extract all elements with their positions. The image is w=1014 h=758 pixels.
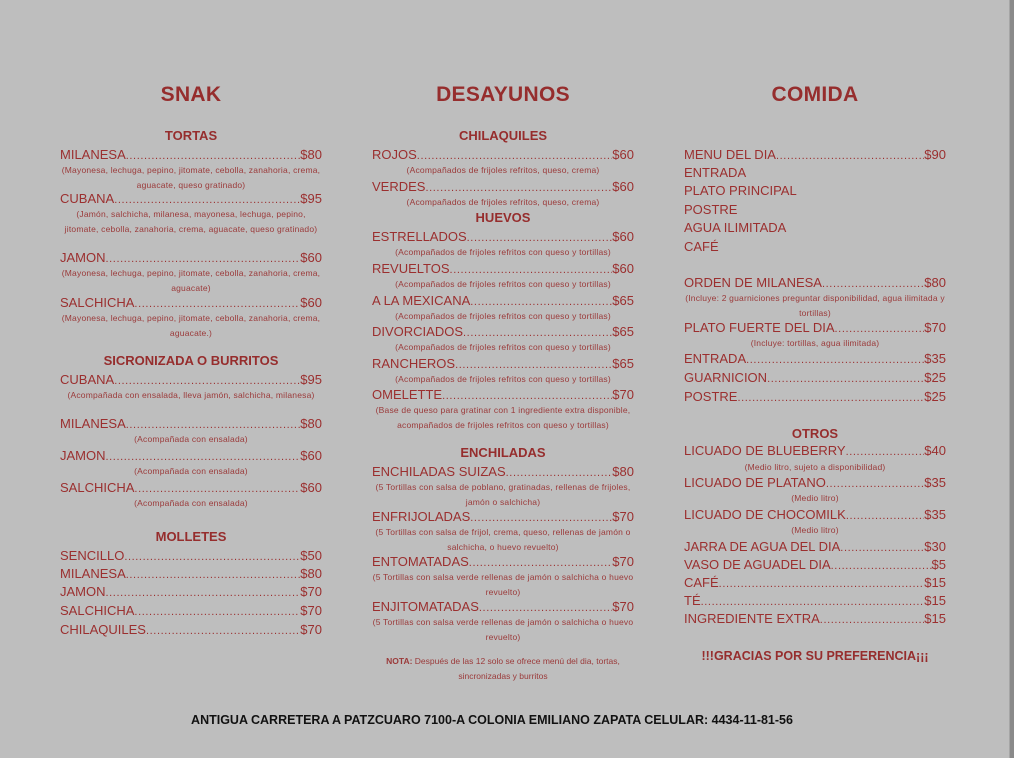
nota-label: NOTA: <box>386 656 413 666</box>
menu-item: SALCHICHA ..... $60 <box>60 294 322 311</box>
menu-item: JAMON ..... $60 <box>60 447 322 464</box>
section-heading-tortas: TORTAS <box>164 128 218 143</box>
item-description: (5 Tortillas con salsa de frijol, crema, queso, rellenas de jamón o salchicha, o huevo revuelto) <box>375 527 631 552</box>
item-description: (Acompañados de frijoles refritos con queso y tortillas) <box>395 311 611 321</box>
item-description: (Incluye: 2 guarniciones preguntar disponibilidad, agua ilimitada y tortillas) <box>685 293 945 318</box>
item-description: (Acompañada con ensalada) <box>134 434 248 444</box>
item-description: (Mayonesa, lechuga, pepino, jitomate, cebolla, zanahoria, crema, aguacate.) <box>61 313 321 338</box>
menu-item: A LA MEXICANA ..... $65 <box>372 292 634 309</box>
item-description: (Acompañados de frijoles refritos con queso y tortillas) <box>395 247 611 257</box>
menu-item: VERDES ..... $60 <box>372 178 634 195</box>
menu-item: LICUADO DE BLUEBERRY ..... $40 <box>684 442 946 459</box>
menu-item: SENCILLO ..... $50 <box>60 547 322 564</box>
menu-include: PLATO PRINCIPAL <box>684 183 797 198</box>
item-description: (Medio litro) <box>791 493 839 503</box>
menu-item: ENTRADA ..... $35 <box>684 350 946 367</box>
menu-include: ENTRADA <box>684 165 747 180</box>
item-description: (Mayonesa, lechuga, pepino, jitomate, cebolla, zanahoria, crema, aguacate, queso gratinado) <box>61 165 321 190</box>
item-description: (Acompañados de frijoles refritos con queso y tortillas) <box>395 374 611 384</box>
item-description: (5 Tortillas con salsa verde rellenas de jamón o salchicha o huevo revuelto) <box>372 617 634 642</box>
item-description: (Medio litro) <box>791 525 839 535</box>
menu-item: SALCHICHA ..... $70 <box>60 602 322 619</box>
item-description: (Acompañados de frijoles refritos con queso y tortillas) <box>395 279 611 289</box>
item-description: (Mayonesa, lechuga, pepino, jitomate, cebolla, zanahoria, crema, aguacate) <box>61 268 321 293</box>
menu-item: JAMON ..... $60 <box>60 249 322 266</box>
menu-item: CUBANA ..... $95 <box>60 190 322 207</box>
item-description: (5 Tortillas con salsa de poblano, gratinadas, rellenas de frijoles, jamón o salchicha) <box>375 482 631 507</box>
menu-item: ROJOS ..... $60 <box>372 146 634 163</box>
menu-item: MILANESA ..... $80 <box>60 146 322 163</box>
section-heading-sincronizada: SICRONIZADA O BURRITOS <box>103 353 279 368</box>
menu-item: ENTOMATADAS ..... $70 <box>372 553 634 570</box>
item-description: (Acompañada con ensalada) <box>134 466 248 476</box>
menu-item: CHILAQUILES ..... $70 <box>60 621 322 638</box>
menu-item: JAMON ..... $70 <box>60 583 322 600</box>
item-description: (Acompañada con ensalada) <box>134 498 248 508</box>
footer-address: ANTIGUA CARRETERA A PATZCUARO 7100-A COLONIA EMILIANO ZAPATA CELULAR: 4434-11-81-56 <box>191 713 793 727</box>
item-description: (Incluye: tortillas, agua ilimitada) <box>750 338 880 348</box>
menu-include: POSTRE <box>684 202 738 217</box>
menu-item: LICUADO DE CHOCOMILK ..... $35 <box>684 506 946 523</box>
thanks-message: !!!GRACIAS POR SU PREFERENCIA¡¡¡ <box>701 649 929 663</box>
section-heading-otros: OTROS <box>791 426 839 441</box>
menu-item: PLATO FUERTE DEL DIA ..... $70 <box>684 319 946 336</box>
menu-item-menu-del-dia: MENU DEL DIA ..... $90 <box>684 146 946 163</box>
menu-item: RANCHEROS ..... $65 <box>372 355 634 372</box>
menu-item: OMELETTE ..... $70 <box>372 386 634 403</box>
menu-item: ENCHILADAS SUIZAS ..... $80 <box>372 463 634 480</box>
section-heading-huevos: HUEVOS <box>475 210 531 225</box>
menu-item: INGREDIENTE EXTRA ..... $15 <box>684 610 946 627</box>
menu-item: LICUADO DE PLATANO ..... $35 <box>684 474 946 491</box>
item-description: (Jamón, salchicha, milanesa, mayonesa, lechuga, pepino, jitomate, cebolla, zanahoria, crema, aguacate, queso gratinado) <box>64 209 318 234</box>
menu-item: VASO DE AGUADEL DIA ..... $5 <box>684 556 946 573</box>
menu-item: ORDEN DE MILANESA ..... $80 <box>684 274 946 291</box>
menu-item: ENJITOMATADAS ..... $70 <box>372 598 634 615</box>
menu-item: TÉ ..... $15 <box>684 592 946 609</box>
menu-item: REVUELTOS ..... $60 <box>372 260 634 277</box>
menu-item: ENFRIJOLADAS ..... $70 <box>372 508 634 525</box>
section-heading-molletes: MOLLETES <box>155 529 227 544</box>
menu-include: CAFÉ <box>684 239 719 254</box>
column-title-desayunos: DESAYUNOS <box>436 83 570 106</box>
menu-include: AGUA ILIMITADA <box>684 220 787 235</box>
menu-item: CAFÉ ..... $15 <box>684 574 946 591</box>
item-description: (Acompañados de frijoles refritos, queso, crema) <box>406 165 600 175</box>
item-description: (Acompañados de frijoles refritos, queso, crema) <box>406 197 600 207</box>
item-description: (5 Tortillas con salsa verde rellenas de jamón o salchicha o huevo revuelto) <box>372 572 634 597</box>
page-edge <box>1010 0 1014 758</box>
menu-item: GUARNICION ..... $25 <box>684 369 946 386</box>
menu-item: POSTRE ..... $25 <box>684 388 946 405</box>
item-description: (Base de queso para gratinar con 1 ingrediente extra disponible, acompañados de frijoles refritos con queso y tortillas) <box>375 405 631 430</box>
menu-item: SALCHICHA ..... $60 <box>60 479 322 496</box>
menu-item: DIVORCIADOS ..... $65 <box>372 323 634 340</box>
menu-item: JARRA DE AGUA DEL DIA ..... $30 <box>684 538 946 555</box>
menu-item: MILANESA ..... $80 <box>60 415 322 432</box>
menu-item: ESTRELLADOS ..... $60 <box>372 228 634 245</box>
section-heading-enchiladas: ENCHILADAS <box>460 445 546 460</box>
column-title-snak: SNAK <box>160 83 222 106</box>
nota <box>372 654 634 684</box>
menu-item: CUBANA ..... $95 <box>60 371 322 388</box>
menu-item: MILANESA ..... $80 <box>60 565 322 582</box>
item-description: (Acompañados de frijoles refritos con queso y tortillas) <box>395 342 611 352</box>
section-heading-chilaquiles: CHILAQUILES <box>458 128 548 143</box>
nota-text: Después de las 12 solo se ofrece menú del dia, tortas, sincronizadas y burritos <box>412 656 620 681</box>
item-description: (Medio litro, sujeto a disponibilidad) <box>744 462 886 472</box>
column-title-comida: COMIDA <box>771 83 859 106</box>
item-description: (Acompañada con ensalada, lleva jamón, salchicha, milanesa) <box>67 390 315 400</box>
